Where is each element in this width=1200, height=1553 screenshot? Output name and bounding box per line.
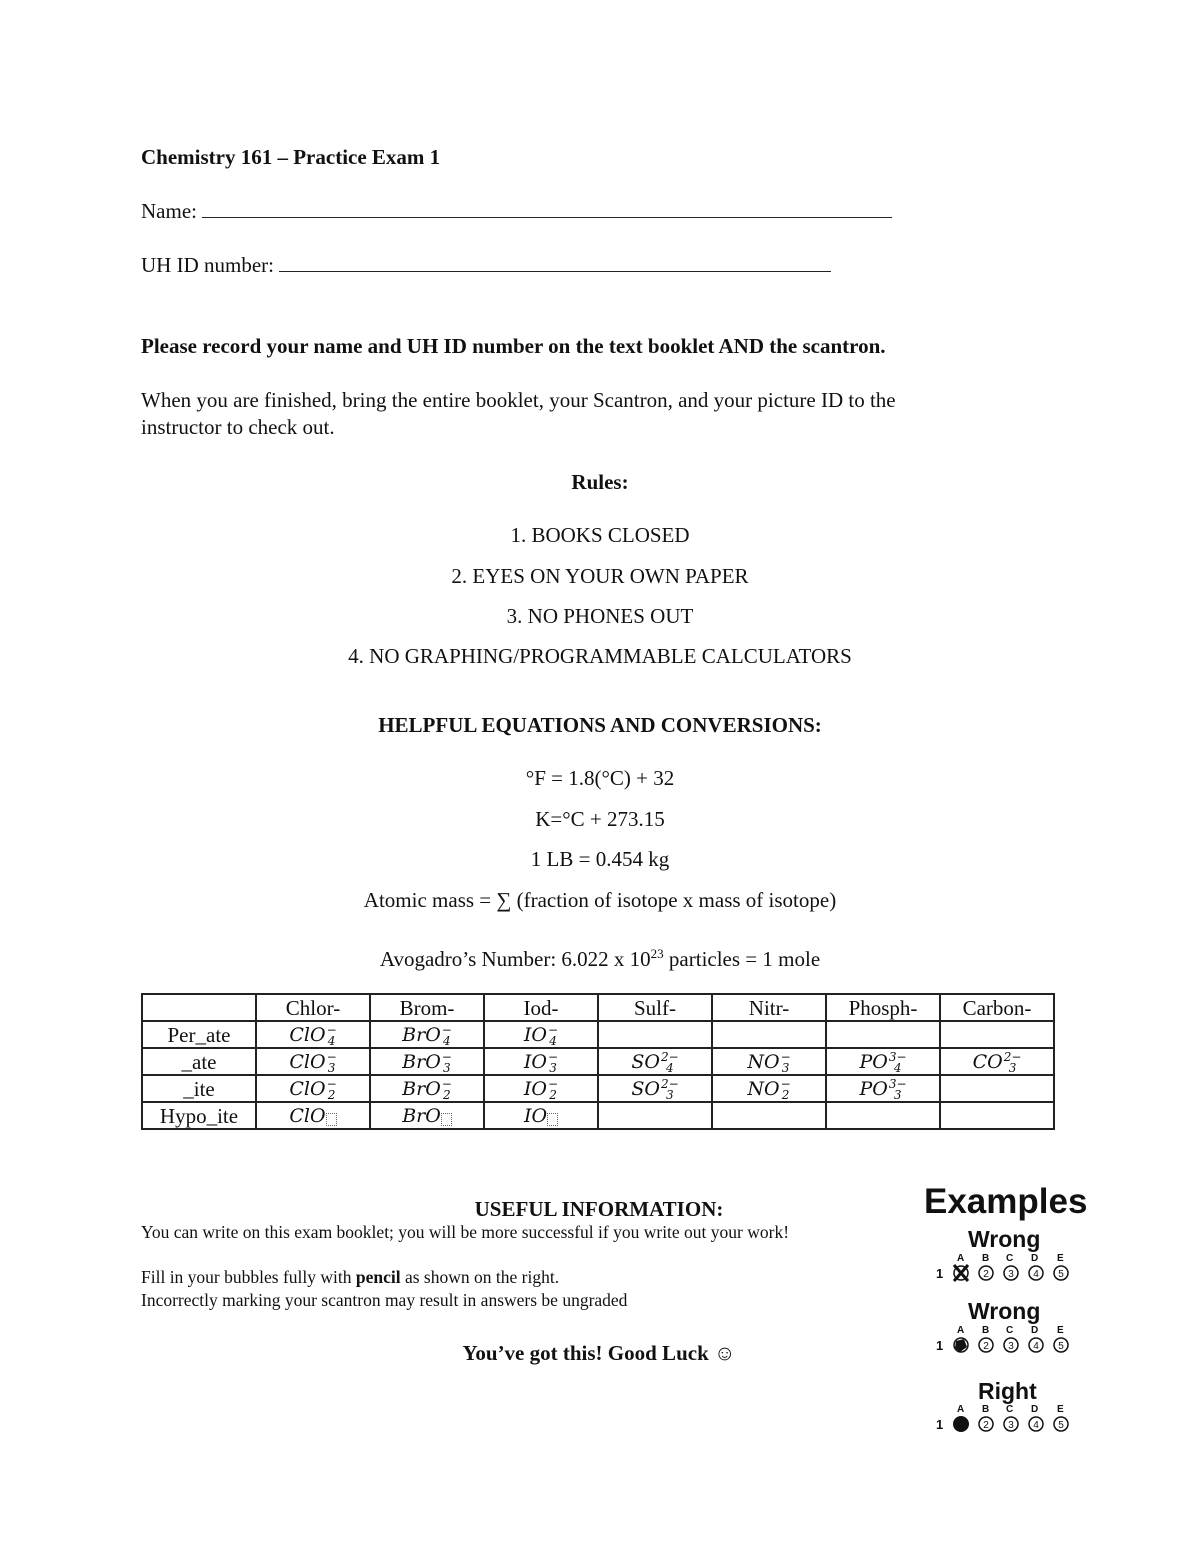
formula-cell: [940, 1021, 1054, 1048]
svg-text:4: 4: [1033, 1341, 1039, 1352]
table-row: [142, 1021, 1054, 1048]
example-wrong-label-1: Wrong: [968, 1226, 1041, 1252]
formula-cell: NO − 3: [712, 1048, 826, 1075]
formula-cell: BrO − 4: [370, 1021, 484, 1048]
formula-cell: BrO − 2: [370, 1075, 484, 1102]
formula-cell: ClO − 2: [256, 1075, 370, 1102]
example-right-label: Right: [978, 1378, 1037, 1404]
formula-cell: IO − 3: [484, 1048, 598, 1075]
useful-heading: USEFUL INFORMATION:: [474, 1197, 724, 1221]
bubble-letter: D: [1031, 1325, 1039, 1336]
svg-text:4: 4: [1033, 1269, 1039, 1280]
equation-avogadro: [0, 941, 1200, 972]
formula-cell: BrO: [370, 1102, 484, 1129]
formula-cell: [598, 1102, 712, 1129]
formula-cell: CO 2− 3: [940, 1048, 1054, 1075]
formula-cell: ClO − 4: [256, 1021, 370, 1048]
table-header-cell: [142, 994, 256, 1021]
finish-note-1: When you are finished, bring the entire booklet, your Scantron, and your picture ID to the: [141, 388, 896, 412]
svg-text:2: 2: [983, 1341, 989, 1352]
name-field[interactable]: [202, 199, 892, 218]
formula-cell: IO: [484, 1102, 598, 1129]
equation-fahrenheit: °F = 1.8(°C) + 32: [525, 766, 675, 790]
bubble-letter: E: [1057, 1253, 1064, 1264]
bubble-letter: C: [1006, 1325, 1014, 1336]
equation-atomic-mass: Atomic mass = ∑ (fraction of isotope x mass of isotope): [363, 888, 837, 912]
useful-line-3: Incorrectly marking your scantron may result in answers be ungraded: [141, 1290, 628, 1310]
row-number: 1: [936, 1266, 944, 1281]
bubble-letter: C: [1006, 1404, 1014, 1415]
name-label: Name:: [141, 199, 197, 223]
table-header-cell: Brom-: [370, 994, 484, 1021]
formula-cell: [712, 1102, 826, 1129]
formula-cell: PO 3− 4: [826, 1048, 940, 1075]
svg-text:5: 5: [1058, 1341, 1064, 1352]
uhid-field[interactable]: [279, 253, 831, 272]
table-row: [142, 1102, 1054, 1129]
row-label: _ite: [142, 1075, 256, 1102]
table-row: [142, 1048, 1054, 1075]
svg-text:3: 3: [1008, 1341, 1014, 1352]
bubble-letter: E: [1057, 1404, 1064, 1415]
formula-cell: [826, 1102, 940, 1129]
avogadro-prefix: Avogadro’s Number: 6.022 x 10: [379, 947, 651, 971]
avogadro-suffix: particles = 1 mole: [663, 947, 821, 971]
good-luck: You’ve got this! Good Luck ☺: [462, 1341, 736, 1365]
row-label: Per_ate: [142, 1021, 256, 1048]
table-header-cell: Carbon-: [940, 994, 1054, 1021]
table-header-cell: Phosph-: [826, 994, 940, 1021]
table-header-cell: Sulf-: [598, 994, 712, 1021]
bubble-example-right: [934, 1402, 1079, 1441]
formula-cell: [712, 1021, 826, 1048]
record-note: Please record your name and UH ID number on the text booklet AND the scantron.: [141, 334, 886, 358]
formula-cell: SO 2− 4: [598, 1048, 712, 1075]
examples-title: Examples: [924, 1182, 1088, 1221]
row-label: _ate: [142, 1048, 256, 1075]
bubble-letter: A: [957, 1325, 965, 1336]
equation-kelvin: K=°C + 273.15: [535, 807, 665, 831]
rule-item: 1. BOOKS CLOSED: [510, 523, 690, 547]
svg-text:5: 5: [1058, 1269, 1064, 1280]
table-header-cell: Iod-: [484, 994, 598, 1021]
bubble-letter: C: [1006, 1253, 1014, 1264]
bubble-letter: E: [1057, 1325, 1064, 1336]
avogadro-exponent: 23: [650, 946, 664, 961]
formula-cell: [826, 1021, 940, 1048]
formula-cell: ClO: [256, 1102, 370, 1129]
table-header-cell: Nitr-: [712, 994, 826, 1021]
bubble-row-x-mark: [934, 1251, 1079, 1285]
svg-text:3: 3: [1008, 1269, 1014, 1280]
svg-text:5: 5: [1058, 1420, 1064, 1431]
row-number: 1: [936, 1417, 944, 1432]
bubble-row-partial-fill: [934, 1323, 1079, 1357]
bubble-example-wrong-2: [934, 1323, 1079, 1362]
bubble-letter: D: [1031, 1404, 1039, 1415]
equations-heading: HELPFUL EQUATIONS AND CONVERSIONS:: [378, 713, 822, 737]
svg-text:3: 3: [1008, 1420, 1014, 1431]
formula-cell: [940, 1102, 1054, 1129]
formula-cell: NO − 2: [712, 1075, 826, 1102]
row-label: Hypo_ite: [142, 1102, 256, 1129]
bubble-letter: A: [957, 1253, 965, 1264]
example-wrong-label-2: Wrong: [968, 1298, 1041, 1324]
polyatomic-ion-table: [141, 993, 1055, 1130]
formula-cell: SO 2− 3: [598, 1075, 712, 1102]
equation-pound: 1 LB = 0.454 kg: [530, 847, 670, 871]
uhid-line: [141, 252, 831, 278]
formula-cell: PO 3− 3: [826, 1075, 940, 1102]
rule-item: 2. EYES ON YOUR OWN PAPER: [451, 564, 749, 588]
uhid-label: UH ID number:: [141, 253, 274, 277]
rules-heading: Rules:: [571, 470, 629, 494]
name-line: [141, 198, 892, 224]
svg-text:4: 4: [1033, 1420, 1039, 1431]
formula-cell: [940, 1075, 1054, 1102]
bubble-letter: B: [982, 1404, 990, 1415]
formula-cell: IO − 4: [484, 1021, 598, 1048]
bubble-letter: A: [957, 1404, 965, 1415]
rule-item: 3. NO PHONES OUT: [506, 604, 694, 628]
page-title: Chemistry 161 – Practice Exam 1: [141, 145, 441, 169]
svg-text:2: 2: [983, 1420, 989, 1431]
bubble-letter: B: [982, 1325, 990, 1336]
bubble-example-wrong-1: [934, 1251, 1079, 1290]
bubble-letter: B: [982, 1253, 990, 1264]
table-header-row: [142, 994, 1054, 1021]
rule-item: 4. NO GRAPHING/PROGRAMMABLE CALCULATORS: [348, 644, 852, 668]
formula-cell: BrO − 3: [370, 1048, 484, 1075]
useful-line-1: You can write on this exam booklet; you will be more successful if you write out your work!: [141, 1222, 790, 1242]
bubble-row-full-fill: [934, 1402, 1079, 1436]
bubble-letter: D: [1031, 1253, 1039, 1264]
svg-text:2: 2: [983, 1269, 989, 1280]
formula-cell: IO − 2: [484, 1075, 598, 1102]
table-header-cell: Chlor-: [256, 994, 370, 1021]
formula-cell: [598, 1021, 712, 1048]
row-number: 1: [936, 1338, 944, 1353]
table-row: [142, 1075, 1054, 1102]
useful-line-2: Fill in your bubbles fully with pencil as shown on the right.: [141, 1267, 560, 1287]
formula-cell: ClO − 3: [256, 1048, 370, 1075]
finish-note-2: instructor to check out.: [141, 415, 335, 439]
